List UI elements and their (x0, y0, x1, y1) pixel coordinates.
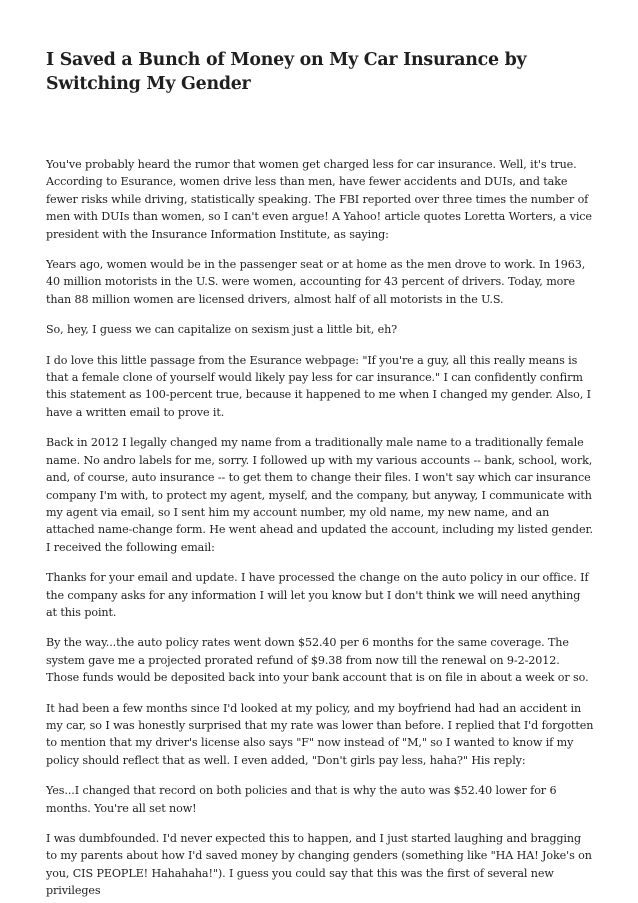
paragraph: So, hey, I guess we can capitalize on sexism just a little bit, eh? (46, 323, 398, 337)
article-body (46, 156, 594, 900)
paragraph: I do love this little passage from the Esurance webpage: "If you're a guy, all this really means is that a female clone of yourself would likely pay less for car insurance." I can confidently confirm this statement as 100-percent true, because it happened to me when I changed my gender. Also, I have a written email to prove it. (46, 353, 591, 419)
paragraph: Years ago, women would be in the passenger seat or at home as the men drove to work. In 1963, 40 million motorists in the U.S. were women, accounting for 43 percent of drivers. Today, more than 88 million women are licensed drivers, almost half of all motorists in the U.S. (46, 258, 586, 306)
paragraph: It had been a few months since I'd looked at my policy, and my boyfriend had had an accident in my car, so I was honestly surprised that my rate was lower than before. I replied that I'd forgotten to mention that my driver's license also says "F" now instead of "M," so I wanted to know if my policy should reflect that as well. I even added, "Don't girls pay less, haha?" His reply: (46, 701, 594, 767)
paragraph: Thanks for your email and update. I have processed the change on the auto policy in our office. If the company asks for any information I will let you know but I don't think we will need anything at this point. (46, 571, 589, 619)
paragraph: I was dumbfounded. I'd never expected this to happen, and I just started laughing and bragging to my parents about how I'd saved money by changing genders (something like "HA HA! Joke's on you, CIS PEOPLE! Hahahaha!"). I guess you could say that this was the first of several new privileges (46, 832, 592, 898)
article-title: I Saved a Bunch of Money on My Car Insurance by Switching My Gender (46, 50, 527, 94)
paragraph: By the way...the auto policy rates went down $52.40 per 6 months for the same coverage. The system gave me a projected prorated refund of $9.38 from now till the renewal on 9-2-2012. Those funds would be deposited back into your bank account that is on file in about a week or so. (46, 636, 589, 685)
paragraph: You've probably heard the rumor that women get charged less for car insurance. Well, it's true. According to Esurance, women drive less than men, have fewer accidents and DUIs, and take fewer risks while driving, statistically speaking. The FBI reported over three times the number of men with DUIs than women, so I can't even argue! A Yahoo! article quotes Loretta Worters, a vice president with the Insurance Information Institute, as saying: (46, 158, 592, 241)
paragraph: Back in 2012 I legally changed my name from a traditionally male name to a traditionally female name. No andro labels for me, sorry. I followed up with my various accounts -- bank, school, work, and, of course, auto insurance -- to get them to change their files. I won't say which car insurance company I'm with, to protect my agent, myself, and the company, but anyway, I communicate with my agent via email, so I sent him my account number, my old name, my new name, and an attached name-change form. He went ahead and updated the account, including my listed gender. I received the following email: (46, 436, 593, 554)
paragraph: Yes...I changed that record on both policies and that is why the auto was $52.40 lower for 6 months. You're all set now! (46, 784, 557, 815)
